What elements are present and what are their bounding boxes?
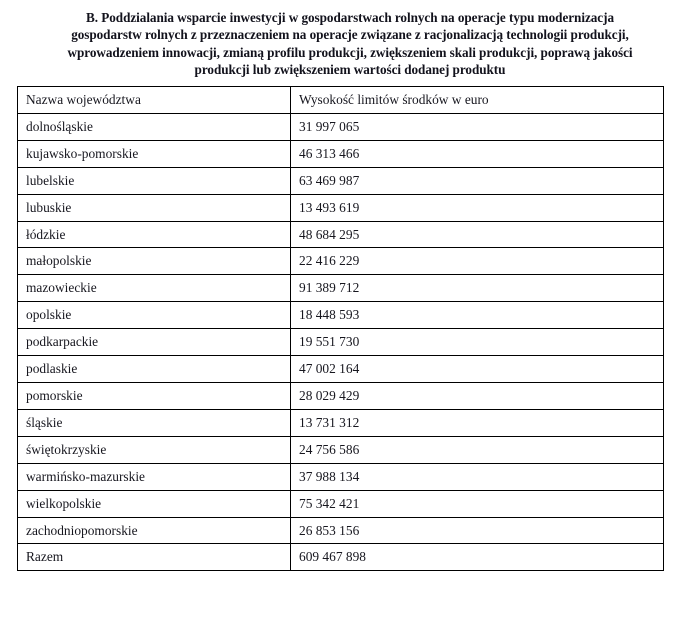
table-row [18,194,664,221]
cell-limit: 609 467 898 [291,544,664,571]
page-title-line-4: produkcji lub zwiększeniem wartości dodanej produktu [194,62,506,78]
table-row [18,248,664,275]
table-row [18,329,664,356]
cell-voivodeship: lubuskie [18,194,291,221]
table-header-row [18,87,664,114]
cell-voivodeship: zachodniopomorskie [18,517,291,544]
table-row [18,409,664,436]
table-row [18,302,664,329]
table-row [18,382,664,409]
cell-voivodeship: podkarpackie [18,329,291,356]
cell-limit: 47 002 164 [291,356,664,383]
table-row [18,221,664,248]
cell-limit: 28 029 429 [291,382,664,409]
table-header [18,87,664,114]
cell-limit: 63 469 987 [291,167,664,194]
page-title-line-3: wprowadzeniem innowacji, zmianą profilu produkcji, zwiększeniem skali produkcji, poprawą jakości [67,44,633,60]
cell-voivodeship: mazowieckie [18,275,291,302]
cell-voivodeship: Razem [18,544,291,571]
cell-limit: 75 342 421 [291,490,664,517]
table-row [18,517,664,544]
page-title [0,0,700,79]
cell-limit: 48 684 295 [291,221,664,248]
cell-limit: 22 416 229 [291,248,664,275]
page-title-line-2: gospodarstw rolnych z przeznaczeniem na operacje związane z racjonalizacją technologii produkcji, [71,27,629,43]
column-header-voivodeship: Nazwa województwa [18,87,291,114]
table-row [18,140,664,167]
limits-table-container [17,86,663,571]
table-row [18,490,664,517]
cell-limit: 18 448 593 [291,302,664,329]
cell-limit: 91 389 712 [291,275,664,302]
cell-voivodeship: łódzkie [18,221,291,248]
cell-limit: 19 551 730 [291,329,664,356]
table-row [18,463,664,490]
cell-limit: 37 988 134 [291,463,664,490]
table-row [18,436,664,463]
table-row [18,356,664,383]
cell-voivodeship: śląskie [18,409,291,436]
cell-limit: 13 493 619 [291,194,664,221]
cell-voivodeship: małopolskie [18,248,291,275]
cell-voivodeship: świętokrzyskie [18,436,291,463]
table-body [18,113,664,570]
cell-voivodeship: warmińsko-mazurskie [18,463,291,490]
cell-voivodeship: lubelskie [18,167,291,194]
cell-voivodeship: pomorskie [18,382,291,409]
cell-voivodeship: wielkopolskie [18,490,291,517]
table-row [18,113,664,140]
table-row [18,275,664,302]
cell-limit: 46 313 466 [291,140,664,167]
cell-voivodeship: dolnośląskie [18,113,291,140]
cell-limit: 13 731 312 [291,409,664,436]
limits-table [17,86,664,571]
cell-limit: 31 997 065 [291,113,664,140]
cell-limit: 26 853 156 [291,517,664,544]
table-row [18,544,664,571]
page-title-line-1: B. Poddzialania wsparcie inwestycji w gospodarstwach rolnych na operacje typu modernizacja [86,10,614,25]
table-row [18,167,664,194]
cell-voivodeship: kujawsko-pomorskie [18,140,291,167]
cell-voivodeship: podlaskie [18,356,291,383]
cell-limit: 24 756 586 [291,436,664,463]
column-header-limit: Wysokość limitów środków w euro [291,87,664,114]
cell-voivodeship: opolskie [18,302,291,329]
